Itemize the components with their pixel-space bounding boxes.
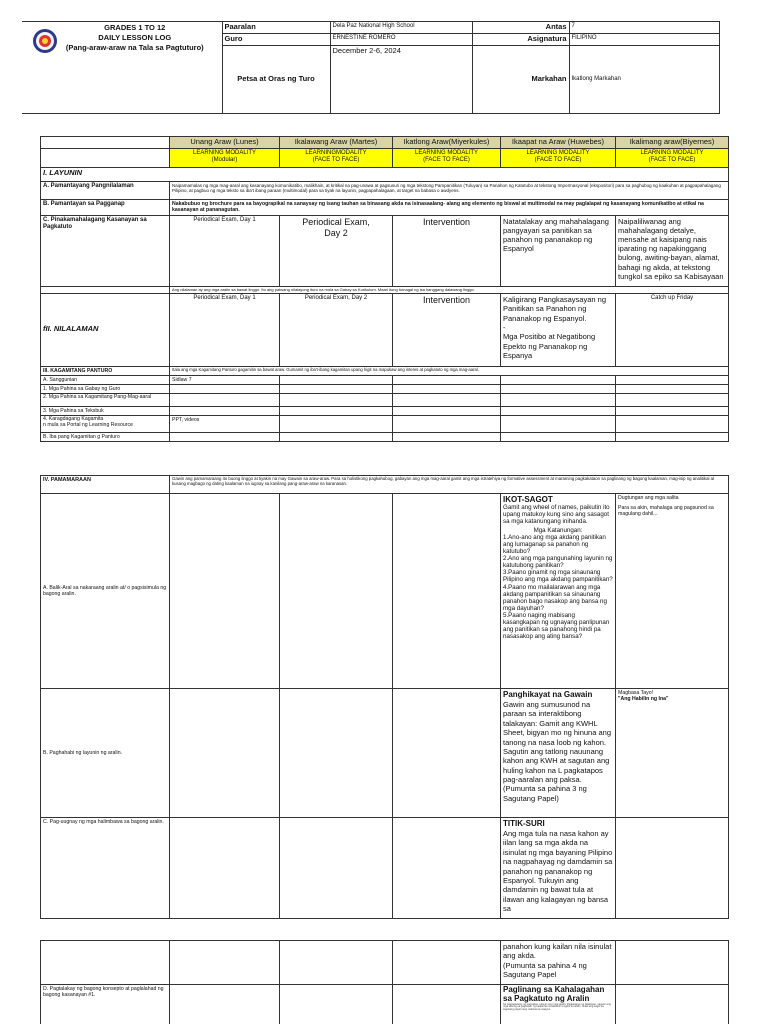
antas-label: Antas — [472, 22, 569, 34]
titik-suri-text: Ang mga tula na nasa kahon ay iilan lang sa mga akda na isinulat ng mga bayaning Pilipino na nagpahayag ng damdamin sa panahon ng pananakop ng Espanyol. Tukuyin ang damdamin ng bawat tula at ilawan ang kalagayan ng bansa sa — [503, 829, 613, 913]
kagamitan-row-label: 4. Karagdagang Kagamita n mula sa Portal ng Learning Resource — [41, 416, 170, 433]
day-header-3: Ikatlong Araw(Miyerkules) — [393, 137, 501, 149]
lesson-log-table-2 — [40, 475, 729, 919]
antas-value: 7 — [569, 22, 719, 34]
pag-uugnay-label: C. Pag-uugnay ng mga halimbawa sa bagong aralin. — [41, 818, 170, 919]
nilalaman-heading: fII. NILALAMAN — [41, 293, 170, 366]
kasanayan-day-5: Naipaliliwanag ang mahahalagang detalye, mensahe at kaisipang nais iparating ng napakinggang bulong, awiting-bayan, alamat, bahagi ng akda, at tekstong tungkol sa epiko sa Kabisayaan — [616, 215, 729, 286]
magbasa-text: Magbasa Tayo! — [618, 690, 654, 696]
markahan-label: Markahan — [472, 45, 569, 113]
modality-4: LEARNING MODALITY (FACE TO FACE) — [501, 148, 616, 167]
paglinang-fine-text: Sa pagpapatuloy ng pagtuklas, tukuyin ang mga aralin. Pagkatapos ng talakayan, sagutin ang mga tanong sa pagsusuri ng kaalaman at saloobin tungkol sa aralin. Isulat ang sagot sa sagutang papel nang malinaw at maayos. — [503, 1002, 611, 1012]
kagamitan-row-value: Sidlaw 7 — [170, 375, 280, 384]
day-header-1: Unang Araw (Lunes) — [170, 137, 280, 149]
nilalaman-day-1: Periodical Exam, Day 1 — [170, 293, 280, 366]
ikot-sagot-cell — [501, 494, 616, 689]
day-header-4: Ikaapat na Araw (Huwebes) — [501, 137, 616, 149]
nilalaman-day-3: Intervention — [393, 293, 501, 366]
guro-value: ERNESTINE ROMERO — [330, 33, 472, 45]
panghikayat-title: Panghikayat na Gawain — [503, 690, 593, 699]
kasanayan-label: C. Pinakamahalagang Kasanayan sa Pagkatuto — [41, 215, 170, 286]
asignatura-label: Asignatura — [472, 33, 569, 45]
pamantayang-pangnilalaman-label: A. Pamantayang Pangnilalaman — [41, 181, 170, 199]
kasanayan-day-1: Periodical Exam, Day 1 — [170, 215, 280, 286]
katanungan-list: 1.Ano-ano ang mga akdang panitikan ang lumaganap sa panahon ng katutubo? 2.Ano ang mga pangunahing layunin ng katutubong panitikan? 3.Paano ginamit ng mga sinaunang Pilipino ang mga akdang pampanitikan? 4.Paano mo mailalarawan ang mga akdang pampanitikan sa sinaunang panahon bago nasakop ang bansa ng mga dayuhan? 5.Paano naging mabisang kasangkapan ng ugnayang panlipunan ang panitikan sa panahong hindi pa nasasakop ang ating bansa? — [503, 533, 613, 641]
layunin-heading: I. LAYUNIN — [41, 167, 729, 181]
pamamaraan-note: Gawin ang pamamaraang ito buong linggo at tiyakin na may Gawain sa araw-araw. Para sa holistikong pagkahubog, gabayan ang mga mag-aaral gamit ang mga istratehiya ng formative assessment at maraming pagkakataon sa paglinang ng bagong kaalaman, mag-isip ng analitikal at kusang magbago ng dating kaalaman na iugnay sa kanilang pang-araw-araw na karanasan. — [170, 476, 729, 494]
day-header-2: Ikalawang Araw (Martes) — [280, 137, 393, 149]
guro-label: Guro — [222, 33, 330, 45]
paglinang-title: Paglinang sa Kahalagahan sa Pagkatuto ng Aralin — [503, 985, 605, 1003]
kagamitan-row-label: 3. Mga Pahina sa Teksbuk — [41, 407, 170, 416]
kasanayan-day-2: Periodical Exam, Day 2 — [280, 215, 393, 286]
markahan-value: Ikatlong Markahan — [569, 45, 719, 113]
titik-suri-title: TITIK-SURI — [503, 819, 545, 828]
pamantayan-pagganap-text: Nakabubuo ng brochure para sa bayograpikal na sanaysay ng isang tauhan sa binasang akda na isinasaalang- alang ang elemento ng biswal at multimodal na may paglalapat ng kasanayang komunikatibo at etikal na kasanayan at pananagutan. — [170, 199, 729, 215]
nilalaman-day-4: Kaligirang Pangkasaysayan ng Panitikan sa Panahon ng Pananakop ng Espanyol. - Mga Positibo at Negatibong Epekto ng Pananakop ng Espanya — [501, 293, 616, 366]
magbasa-cell — [616, 689, 729, 818]
kagamitan-note: Itala ang mga Kagamitang Panturo gagamitin sa bawat araw. Gumamit ng iba't-ibang kagamitan upang higit na mapukaw ang interes at pagkatuto ng mga mag-aaral. — [170, 366, 729, 375]
panghikayat-cell — [501, 689, 616, 818]
paglinang-cell — [501, 985, 616, 1024]
modality-1: LEARNING MODALITY (Modular) — [170, 148, 280, 167]
kagamitan-row-label: 1. Mga Pahina sa Gabay ng Guro — [41, 385, 170, 394]
dugtungan-text: Dugtungan ang mga salita — [618, 495, 679, 501]
header-table — [22, 21, 720, 114]
modality-3: LEARNING MODALITY (FACE TO FACE) — [393, 148, 501, 167]
pagtalakay-label: D. Pagtalakay ng bagong konsepto at paglalahad ng bagong kasanayan #1. — [41, 985, 170, 1024]
titik-suri-continued: panahon kung kailan nila isinulat ang akda. (Pumunta sa pahina 4 ng Sagutang Papel — [501, 941, 616, 985]
asignatura-value: FILIPINO — [569, 33, 719, 45]
date-value: December 2-6, 2024 — [330, 45, 472, 113]
katanungan-heading: Mga Katanungan: — [533, 526, 583, 534]
paghahabi-label: B. Paghahabi ng layunin ng aralin. — [41, 689, 170, 818]
pamamaraan-heading: IV. PAMAMARAAN — [41, 476, 170, 494]
nilalaman-day-2: Periodical Exam, Day 2 — [280, 293, 393, 366]
ikot-sagot-text: Gamit ang wheel of names, paikutin ito upang matukoy kung sino ang sasagot sa mga katanungang inihanda. — [503, 504, 610, 526]
nilalaman-day-5: Catch up Friday — [616, 293, 729, 366]
kagamitan-row-value: PPT, videos — [170, 416, 280, 433]
deped-seal-icon — [32, 28, 58, 54]
title-line-3: (Pang-araw-araw na Tala sa Pagtuturo) — [65, 42, 204, 52]
nilalaman-note: Ang nilalaman ay ang mga aralin sa bawat linggo. Ito ang paksang nilalayong ituro na mula sa Gabay sa Kurikulum. Maari itong tumagal ng isa hanggang dalawang linggo. — [170, 286, 729, 293]
kasanayan-day-4: Natatalakay ang mahahalagang pangyayari sa panitikan sa panahon ng pananakop ng Espanyol — [501, 215, 616, 286]
title-line-2: DAILY LESSON LOG — [98, 32, 172, 42]
day-header-5: Ikalimang araw(Biyernes) — [616, 137, 729, 149]
kagamitan-row-label: B. Iba pang Kagamitan g Panturo — [41, 433, 170, 442]
kagamitan-row-label: 2. Mga Pahina sa Kagamitang Pang-Mag-aaral — [41, 394, 170, 407]
modality-2: LEARNINGMODALITY (FACE TO FACE) — [280, 148, 393, 167]
pamantayang-pangnilalaman-text: Naipamamalas ng mga mag-aaral ang kasanayang komunikatibo, malikhain, at kritikal na pag-unawa at pagsusuri ng mga tekstong Pampanitikan (Tuluyan) sa Panahon ng Katutubo at tekstong Impormasyonal (ekspositori) para sa paghubog ng kaakuhan at pagpapahalagang Pilipino, at pagbuo ng mga teksto sa iba't ibang paraan (multimodal) para sa tiyak na layunin, pagpapahalagaan, at target na babasa o awdyens. — [170, 181, 729, 199]
modality-5: LEARNING MODALITY (FACE TO FACE) — [616, 148, 729, 167]
para-sa-akin-text: Para sa akin, mahalaga ang pagsunod sa magulang dahil... — [618, 505, 714, 518]
kasanayan-day-3: Intervention — [393, 215, 501, 286]
paaralan-value: Dela Paz National High School — [330, 22, 472, 34]
title-line-1: GRADES 1 TO 12 — [104, 23, 166, 32]
habilin-title: "Ang Habilin ng Ina" — [618, 696, 669, 703]
lesson-log-table-3 — [40, 940, 729, 1024]
title-block — [22, 22, 222, 114]
panghikayat-text: Gawin ang sumusunod na paraan sa interaktibong talakayan: Gamit ang KWHL Sheet, bigyan mo ng hinuna ang tanong na nasa loob ng kahon. Sagutin ang tatlong nauunang kahon ang KWH at sagutan ang huling kahon na L pagkatapos pag-aaralan ang paksa. (Pumunta sa pahina 3 ng Sagutang Papel) — [503, 700, 611, 803]
kagamitan-row-label: A. Sanggunian — [41, 375, 170, 384]
balik-aral-label: A. Balik-Aral sa nakaraang aralin at/ o pagsisimula ng bagong aralin. — [41, 494, 170, 689]
petsa-label: Petsa at Oras ng Turo — [222, 45, 330, 113]
paaralan-label: Paaralan — [222, 22, 330, 34]
lesson-log-table-1 — [40, 136, 729, 442]
ikot-sagot-title: IKOT-SAGOT — [503, 495, 553, 504]
pamantayan-pagganap-label: B. Pamantayan sa Pagganap — [41, 199, 170, 215]
titik-suri-cell — [501, 818, 616, 919]
kagamitan-heading: III. KAGAMITANG PANTURO — [41, 366, 170, 375]
balik-aral-friday — [616, 494, 729, 689]
